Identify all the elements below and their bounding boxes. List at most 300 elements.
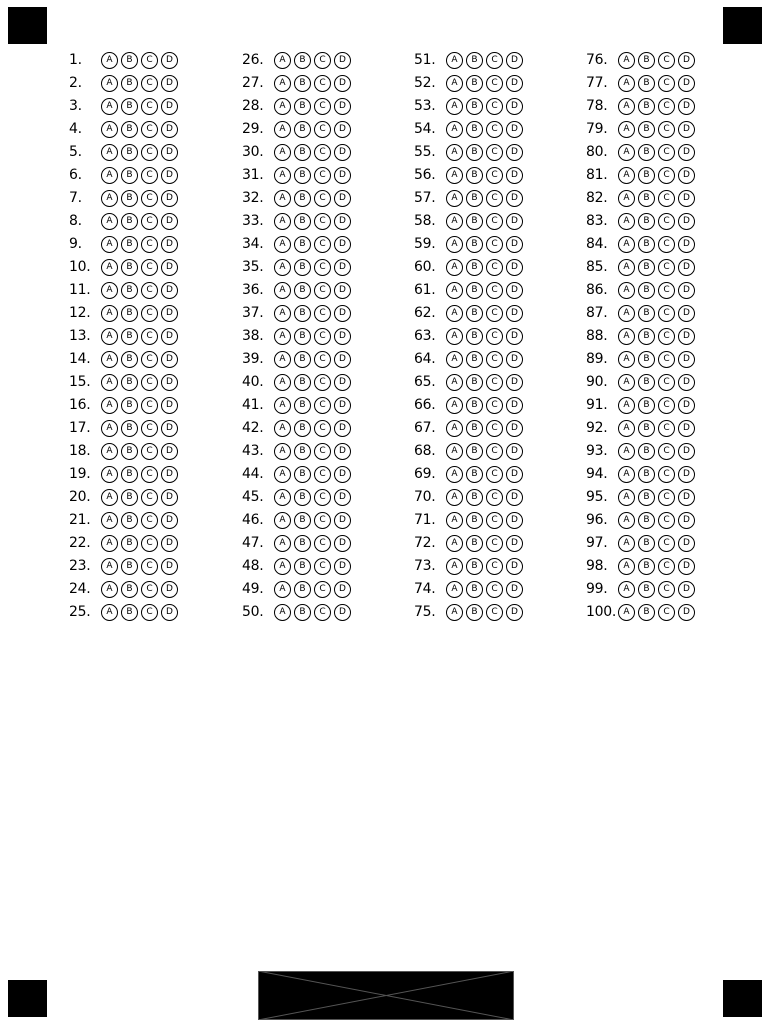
answer-bubble-c[interactable]: C	[314, 512, 331, 529]
answer-bubble-d[interactable]: D	[506, 190, 523, 207]
answer-bubble-c[interactable]: C	[486, 190, 503, 207]
answer-bubble-b[interactable]: B	[294, 558, 311, 575]
answer-bubble-d[interactable]: D	[161, 75, 178, 92]
answer-bubble-a[interactable]: A	[446, 581, 463, 598]
answer-bubble-a[interactable]: A	[618, 374, 635, 391]
answer-bubble-a[interactable]: A	[274, 167, 291, 184]
answer-bubble-d[interactable]: D	[678, 604, 695, 621]
answer-bubble-a[interactable]: A	[274, 75, 291, 92]
answer-bubble-d[interactable]: D	[678, 489, 695, 506]
answer-bubble-b[interactable]: B	[121, 535, 138, 552]
answer-bubble-d[interactable]: D	[506, 604, 523, 621]
answer-bubble-c[interactable]: C	[658, 98, 675, 115]
answer-bubble-b[interactable]: B	[294, 282, 311, 299]
answer-bubble-d[interactable]: D	[161, 420, 178, 437]
answer-bubble-b[interactable]: B	[121, 52, 138, 69]
answer-bubble-d[interactable]: D	[506, 98, 523, 115]
answer-bubble-c[interactable]: C	[486, 144, 503, 161]
answer-bubble-b[interactable]: B	[466, 236, 483, 253]
answer-bubble-c[interactable]: C	[141, 213, 158, 230]
answer-bubble-b[interactable]: B	[466, 167, 483, 184]
answer-bubble-c[interactable]: C	[141, 121, 158, 138]
answer-bubble-c[interactable]: C	[314, 236, 331, 253]
answer-bubble-c[interactable]: C	[314, 558, 331, 575]
answer-bubble-a[interactable]: A	[618, 121, 635, 138]
answer-bubble-b[interactable]: B	[294, 121, 311, 138]
answer-bubble-a[interactable]: A	[274, 236, 291, 253]
answer-bubble-a[interactable]: A	[618, 282, 635, 299]
answer-bubble-a[interactable]: A	[274, 466, 291, 483]
answer-bubble-c[interactable]: C	[658, 167, 675, 184]
answer-bubble-b[interactable]: B	[638, 443, 655, 460]
answer-bubble-a[interactable]: A	[618, 512, 635, 529]
answer-bubble-a[interactable]: A	[446, 558, 463, 575]
answer-bubble-c[interactable]: C	[486, 420, 503, 437]
answer-bubble-c[interactable]: C	[141, 328, 158, 345]
answer-bubble-c[interactable]: C	[486, 305, 503, 322]
answer-bubble-c[interactable]: C	[314, 52, 331, 69]
answer-bubble-b[interactable]: B	[294, 305, 311, 322]
answer-bubble-b[interactable]: B	[294, 443, 311, 460]
answer-bubble-d[interactable]: D	[334, 98, 351, 115]
answer-bubble-d[interactable]: D	[678, 144, 695, 161]
answer-bubble-b[interactable]: B	[466, 535, 483, 552]
answer-bubble-b[interactable]: B	[466, 190, 483, 207]
answer-bubble-c[interactable]: C	[486, 489, 503, 506]
answer-bubble-c[interactable]: C	[486, 512, 503, 529]
answer-bubble-b[interactable]: B	[294, 397, 311, 414]
answer-bubble-b[interactable]: B	[466, 443, 483, 460]
answer-bubble-c[interactable]: C	[314, 167, 331, 184]
answer-bubble-c[interactable]: C	[658, 282, 675, 299]
answer-bubble-b[interactable]: B	[121, 558, 138, 575]
answer-bubble-b[interactable]: B	[121, 190, 138, 207]
answer-bubble-c[interactable]: C	[314, 98, 331, 115]
answer-bubble-b[interactable]: B	[466, 512, 483, 529]
answer-bubble-c[interactable]: C	[658, 604, 675, 621]
answer-bubble-b[interactable]: B	[294, 75, 311, 92]
answer-bubble-a[interactable]: A	[618, 259, 635, 276]
answer-bubble-c[interactable]: C	[314, 121, 331, 138]
answer-bubble-b[interactable]: B	[294, 213, 311, 230]
answer-bubble-c[interactable]: C	[314, 259, 331, 276]
answer-bubble-b[interactable]: B	[638, 213, 655, 230]
answer-bubble-c[interactable]: C	[141, 144, 158, 161]
answer-bubble-c[interactable]: C	[486, 282, 503, 299]
answer-bubble-a[interactable]: A	[274, 420, 291, 437]
answer-bubble-c[interactable]: C	[658, 374, 675, 391]
answer-bubble-a[interactable]: A	[446, 420, 463, 437]
answer-bubble-d[interactable]: D	[161, 98, 178, 115]
answer-bubble-a[interactable]: A	[446, 282, 463, 299]
answer-bubble-d[interactable]: D	[506, 512, 523, 529]
answer-bubble-c[interactable]: C	[314, 351, 331, 368]
answer-bubble-b[interactable]: B	[121, 259, 138, 276]
answer-bubble-d[interactable]: D	[334, 489, 351, 506]
answer-bubble-a[interactable]: A	[274, 558, 291, 575]
answer-bubble-b[interactable]: B	[638, 420, 655, 437]
answer-bubble-d[interactable]: D	[678, 98, 695, 115]
answer-bubble-b[interactable]: B	[638, 374, 655, 391]
answer-bubble-b[interactable]: B	[466, 466, 483, 483]
answer-bubble-b[interactable]: B	[638, 397, 655, 414]
answer-bubble-a[interactable]: A	[101, 466, 118, 483]
answer-bubble-c[interactable]: C	[141, 420, 158, 437]
answer-bubble-d[interactable]: D	[334, 558, 351, 575]
answer-bubble-d[interactable]: D	[161, 213, 178, 230]
answer-bubble-d[interactable]: D	[678, 374, 695, 391]
answer-bubble-a[interactable]: A	[274, 397, 291, 414]
answer-bubble-c[interactable]: C	[658, 236, 675, 253]
answer-bubble-c[interactable]: C	[486, 52, 503, 69]
answer-bubble-b[interactable]: B	[466, 420, 483, 437]
answer-bubble-d[interactable]: D	[334, 305, 351, 322]
answer-bubble-d[interactable]: D	[506, 535, 523, 552]
answer-bubble-b[interactable]: B	[294, 512, 311, 529]
answer-bubble-d[interactable]: D	[506, 75, 523, 92]
answer-bubble-c[interactable]: C	[141, 259, 158, 276]
answer-bubble-b[interactable]: B	[121, 443, 138, 460]
answer-bubble-c[interactable]: C	[314, 581, 331, 598]
answer-bubble-b[interactable]: B	[294, 581, 311, 598]
answer-bubble-b[interactable]: B	[121, 305, 138, 322]
answer-bubble-d[interactable]: D	[334, 466, 351, 483]
answer-bubble-c[interactable]: C	[486, 604, 503, 621]
answer-bubble-a[interactable]: A	[618, 443, 635, 460]
answer-bubble-d[interactable]: D	[334, 282, 351, 299]
answer-bubble-d[interactable]: D	[334, 75, 351, 92]
answer-bubble-b[interactable]: B	[294, 236, 311, 253]
answer-bubble-a[interactable]: A	[274, 52, 291, 69]
answer-bubble-c[interactable]: C	[141, 282, 158, 299]
answer-bubble-d[interactable]: D	[161, 328, 178, 345]
answer-bubble-b[interactable]: B	[466, 75, 483, 92]
answer-bubble-d[interactable]: D	[506, 558, 523, 575]
answer-bubble-d[interactable]: D	[678, 512, 695, 529]
answer-bubble-d[interactable]: D	[678, 121, 695, 138]
answer-bubble-a[interactable]: A	[446, 535, 463, 552]
answer-bubble-a[interactable]: A	[274, 351, 291, 368]
answer-bubble-a[interactable]: A	[101, 351, 118, 368]
answer-bubble-c[interactable]: C	[314, 535, 331, 552]
answer-bubble-a[interactable]: A	[101, 259, 118, 276]
answer-bubble-a[interactable]: A	[274, 259, 291, 276]
answer-bubble-a[interactable]: A	[446, 121, 463, 138]
answer-bubble-d[interactable]: D	[161, 443, 178, 460]
answer-bubble-a[interactable]: A	[618, 397, 635, 414]
answer-bubble-a[interactable]: A	[274, 581, 291, 598]
answer-bubble-d[interactable]: D	[678, 236, 695, 253]
answer-bubble-d[interactable]: D	[334, 144, 351, 161]
answer-bubble-a[interactable]: A	[618, 328, 635, 345]
answer-bubble-d[interactable]: D	[161, 466, 178, 483]
answer-bubble-a[interactable]: A	[101, 282, 118, 299]
answer-bubble-c[interactable]: C	[141, 52, 158, 69]
answer-bubble-d[interactable]: D	[678, 213, 695, 230]
answer-bubble-b[interactable]: B	[466, 282, 483, 299]
answer-bubble-b[interactable]: B	[121, 512, 138, 529]
answer-bubble-c[interactable]: C	[658, 443, 675, 460]
answer-bubble-a[interactable]: A	[446, 167, 463, 184]
answer-bubble-a[interactable]: A	[446, 328, 463, 345]
answer-bubble-b[interactable]: B	[638, 121, 655, 138]
answer-bubble-c[interactable]: C	[658, 121, 675, 138]
answer-bubble-b[interactable]: B	[121, 420, 138, 437]
answer-bubble-a[interactable]: A	[618, 144, 635, 161]
answer-bubble-a[interactable]: A	[101, 328, 118, 345]
answer-bubble-d[interactable]: D	[506, 581, 523, 598]
answer-bubble-c[interactable]: C	[658, 52, 675, 69]
answer-bubble-b[interactable]: B	[466, 351, 483, 368]
answer-bubble-c[interactable]: C	[314, 190, 331, 207]
answer-bubble-d[interactable]: D	[506, 213, 523, 230]
answer-bubble-d[interactable]: D	[506, 489, 523, 506]
answer-bubble-a[interactable]: A	[274, 328, 291, 345]
answer-bubble-a[interactable]: A	[101, 374, 118, 391]
answer-bubble-d[interactable]: D	[161, 604, 178, 621]
answer-bubble-c[interactable]: C	[141, 604, 158, 621]
answer-bubble-c[interactable]: C	[314, 420, 331, 437]
answer-bubble-d[interactable]: D	[334, 420, 351, 437]
answer-bubble-a[interactable]: A	[101, 397, 118, 414]
answer-bubble-d[interactable]: D	[334, 581, 351, 598]
answer-bubble-c[interactable]: C	[141, 75, 158, 92]
answer-bubble-b[interactable]: B	[638, 328, 655, 345]
answer-bubble-b[interactable]: B	[121, 351, 138, 368]
answer-bubble-d[interactable]: D	[678, 535, 695, 552]
answer-bubble-b[interactable]: B	[294, 98, 311, 115]
answer-bubble-c[interactable]: C	[658, 420, 675, 437]
answer-bubble-a[interactable]: A	[618, 604, 635, 621]
answer-bubble-b[interactable]: B	[121, 466, 138, 483]
answer-bubble-a[interactable]: A	[618, 98, 635, 115]
answer-bubble-a[interactable]: A	[101, 581, 118, 598]
answer-bubble-a[interactable]: A	[618, 167, 635, 184]
answer-bubble-c[interactable]: C	[141, 512, 158, 529]
answer-bubble-d[interactable]: D	[161, 374, 178, 391]
answer-bubble-d[interactable]: D	[506, 420, 523, 437]
answer-bubble-b[interactable]: B	[294, 374, 311, 391]
answer-bubble-c[interactable]: C	[141, 581, 158, 598]
answer-bubble-b[interactable]: B	[294, 535, 311, 552]
answer-bubble-d[interactable]: D	[334, 374, 351, 391]
answer-bubble-a[interactable]: A	[446, 305, 463, 322]
answer-bubble-d[interactable]: D	[678, 259, 695, 276]
answer-bubble-d[interactable]: D	[161, 282, 178, 299]
answer-bubble-a[interactable]: A	[274, 443, 291, 460]
answer-bubble-b[interactable]: B	[466, 374, 483, 391]
answer-bubble-d[interactable]: D	[506, 443, 523, 460]
answer-bubble-c[interactable]: C	[314, 604, 331, 621]
answer-bubble-d[interactable]: D	[334, 351, 351, 368]
answer-bubble-a[interactable]: A	[446, 75, 463, 92]
answer-bubble-b[interactable]: B	[121, 397, 138, 414]
answer-bubble-c[interactable]: C	[658, 535, 675, 552]
answer-bubble-d[interactable]: D	[506, 282, 523, 299]
answer-bubble-d[interactable]: D	[334, 512, 351, 529]
answer-bubble-d[interactable]: D	[506, 397, 523, 414]
answer-bubble-a[interactable]: A	[446, 52, 463, 69]
answer-bubble-d[interactable]: D	[334, 167, 351, 184]
answer-bubble-b[interactable]: B	[466, 305, 483, 322]
answer-bubble-c[interactable]: C	[486, 259, 503, 276]
answer-bubble-c[interactable]: C	[141, 190, 158, 207]
answer-bubble-d[interactable]: D	[678, 581, 695, 598]
answer-bubble-d[interactable]: D	[161, 144, 178, 161]
answer-bubble-c[interactable]: C	[486, 75, 503, 92]
answer-bubble-c[interactable]: C	[141, 489, 158, 506]
answer-bubble-b[interactable]: B	[638, 236, 655, 253]
answer-bubble-a[interactable]: A	[446, 443, 463, 460]
answer-bubble-a[interactable]: A	[446, 213, 463, 230]
answer-bubble-b[interactable]: B	[638, 581, 655, 598]
answer-bubble-c[interactable]: C	[141, 535, 158, 552]
answer-bubble-d[interactable]: D	[161, 558, 178, 575]
answer-bubble-a[interactable]: A	[101, 489, 118, 506]
answer-bubble-c[interactable]: C	[314, 466, 331, 483]
answer-bubble-c[interactable]: C	[141, 397, 158, 414]
answer-bubble-a[interactable]: A	[618, 558, 635, 575]
answer-bubble-a[interactable]: A	[101, 604, 118, 621]
answer-bubble-d[interactable]: D	[506, 236, 523, 253]
answer-bubble-b[interactable]: B	[121, 328, 138, 345]
answer-bubble-b[interactable]: B	[638, 98, 655, 115]
answer-bubble-d[interactable]: D	[678, 305, 695, 322]
answer-bubble-a[interactable]: A	[618, 75, 635, 92]
answer-bubble-b[interactable]: B	[638, 305, 655, 322]
answer-bubble-c[interactable]: C	[486, 121, 503, 138]
answer-bubble-a[interactable]: A	[274, 512, 291, 529]
answer-bubble-c[interactable]: C	[658, 558, 675, 575]
answer-bubble-a[interactable]: A	[618, 190, 635, 207]
answer-bubble-a[interactable]: A	[618, 420, 635, 437]
answer-bubble-a[interactable]: A	[101, 420, 118, 437]
answer-bubble-d[interactable]: D	[678, 282, 695, 299]
answer-bubble-d[interactable]: D	[678, 167, 695, 184]
answer-bubble-c[interactable]: C	[658, 512, 675, 529]
answer-bubble-a[interactable]: A	[274, 98, 291, 115]
answer-bubble-b[interactable]: B	[294, 489, 311, 506]
answer-bubble-c[interactable]: C	[141, 305, 158, 322]
answer-bubble-b[interactable]: B	[121, 282, 138, 299]
answer-bubble-a[interactable]: A	[446, 190, 463, 207]
answer-bubble-d[interactable]: D	[678, 443, 695, 460]
answer-bubble-a[interactable]: A	[618, 581, 635, 598]
answer-bubble-a[interactable]: A	[101, 558, 118, 575]
answer-bubble-a[interactable]: A	[101, 213, 118, 230]
answer-bubble-c[interactable]: C	[486, 98, 503, 115]
answer-bubble-d[interactable]: D	[161, 397, 178, 414]
answer-bubble-a[interactable]: A	[274, 604, 291, 621]
answer-bubble-d[interactable]: D	[506, 351, 523, 368]
answer-bubble-a[interactable]: A	[446, 144, 463, 161]
answer-bubble-b[interactable]: B	[121, 581, 138, 598]
answer-bubble-a[interactable]: A	[446, 489, 463, 506]
answer-bubble-a[interactable]: A	[101, 190, 118, 207]
answer-bubble-c[interactable]: C	[486, 558, 503, 575]
answer-bubble-a[interactable]: A	[101, 144, 118, 161]
answer-bubble-b[interactable]: B	[638, 167, 655, 184]
answer-bubble-c[interactable]: C	[141, 236, 158, 253]
answer-bubble-a[interactable]: A	[618, 489, 635, 506]
answer-bubble-d[interactable]: D	[161, 52, 178, 69]
answer-bubble-c[interactable]: C	[314, 282, 331, 299]
answer-bubble-c[interactable]: C	[141, 558, 158, 575]
answer-bubble-b[interactable]: B	[121, 213, 138, 230]
answer-bubble-d[interactable]: D	[161, 167, 178, 184]
answer-bubble-a[interactable]: A	[446, 604, 463, 621]
answer-bubble-d[interactable]: D	[334, 236, 351, 253]
answer-bubble-d[interactable]: D	[161, 121, 178, 138]
answer-bubble-d[interactable]: D	[161, 535, 178, 552]
answer-bubble-a[interactable]: A	[101, 512, 118, 529]
answer-bubble-b[interactable]: B	[466, 581, 483, 598]
answer-bubble-b[interactable]: B	[638, 75, 655, 92]
answer-bubble-b[interactable]: B	[638, 558, 655, 575]
answer-bubble-c[interactable]: C	[486, 167, 503, 184]
answer-bubble-c[interactable]: C	[314, 75, 331, 92]
answer-bubble-d[interactable]: D	[678, 351, 695, 368]
answer-bubble-b[interactable]: B	[466, 397, 483, 414]
answer-bubble-b[interactable]: B	[294, 190, 311, 207]
answer-bubble-d[interactable]: D	[334, 535, 351, 552]
answer-bubble-b[interactable]: B	[121, 604, 138, 621]
answer-bubble-b[interactable]: B	[638, 512, 655, 529]
answer-bubble-a[interactable]: A	[101, 167, 118, 184]
answer-bubble-d[interactable]: D	[506, 121, 523, 138]
answer-bubble-c[interactable]: C	[314, 305, 331, 322]
answer-bubble-a[interactable]: A	[101, 75, 118, 92]
answer-bubble-b[interactable]: B	[466, 144, 483, 161]
answer-bubble-b[interactable]: B	[466, 213, 483, 230]
answer-bubble-a[interactable]: A	[618, 213, 635, 230]
answer-bubble-d[interactable]: D	[334, 604, 351, 621]
answer-bubble-c[interactable]: C	[141, 351, 158, 368]
answer-bubble-d[interactable]: D	[334, 443, 351, 460]
answer-bubble-a[interactable]: A	[618, 351, 635, 368]
answer-bubble-b[interactable]: B	[466, 604, 483, 621]
answer-bubble-b[interactable]: B	[294, 604, 311, 621]
answer-bubble-b[interactable]: B	[638, 489, 655, 506]
answer-bubble-d[interactable]: D	[678, 328, 695, 345]
answer-bubble-a[interactable]: A	[618, 52, 635, 69]
answer-bubble-c[interactable]: C	[658, 144, 675, 161]
answer-bubble-d[interactable]: D	[506, 374, 523, 391]
answer-bubble-b[interactable]: B	[638, 144, 655, 161]
answer-bubble-b[interactable]: B	[466, 489, 483, 506]
answer-bubble-c[interactable]: C	[658, 466, 675, 483]
answer-bubble-a[interactable]: A	[446, 466, 463, 483]
answer-bubble-b[interactable]: B	[638, 466, 655, 483]
answer-bubble-a[interactable]: A	[274, 190, 291, 207]
answer-bubble-c[interactable]: C	[314, 144, 331, 161]
answer-bubble-d[interactable]: D	[678, 75, 695, 92]
answer-bubble-a[interactable]: A	[101, 121, 118, 138]
answer-bubble-d[interactable]: D	[678, 466, 695, 483]
answer-bubble-c[interactable]: C	[314, 489, 331, 506]
answer-bubble-c[interactable]: C	[314, 374, 331, 391]
answer-bubble-c[interactable]: C	[658, 351, 675, 368]
answer-bubble-b[interactable]: B	[294, 328, 311, 345]
answer-bubble-d[interactable]: D	[506, 144, 523, 161]
answer-bubble-c[interactable]: C	[486, 535, 503, 552]
answer-bubble-c[interactable]: C	[486, 213, 503, 230]
answer-bubble-d[interactable]: D	[334, 259, 351, 276]
answer-bubble-a[interactable]: A	[446, 351, 463, 368]
answer-bubble-d[interactable]: D	[161, 489, 178, 506]
answer-bubble-b[interactable]: B	[638, 604, 655, 621]
answer-bubble-d[interactable]: D	[161, 512, 178, 529]
